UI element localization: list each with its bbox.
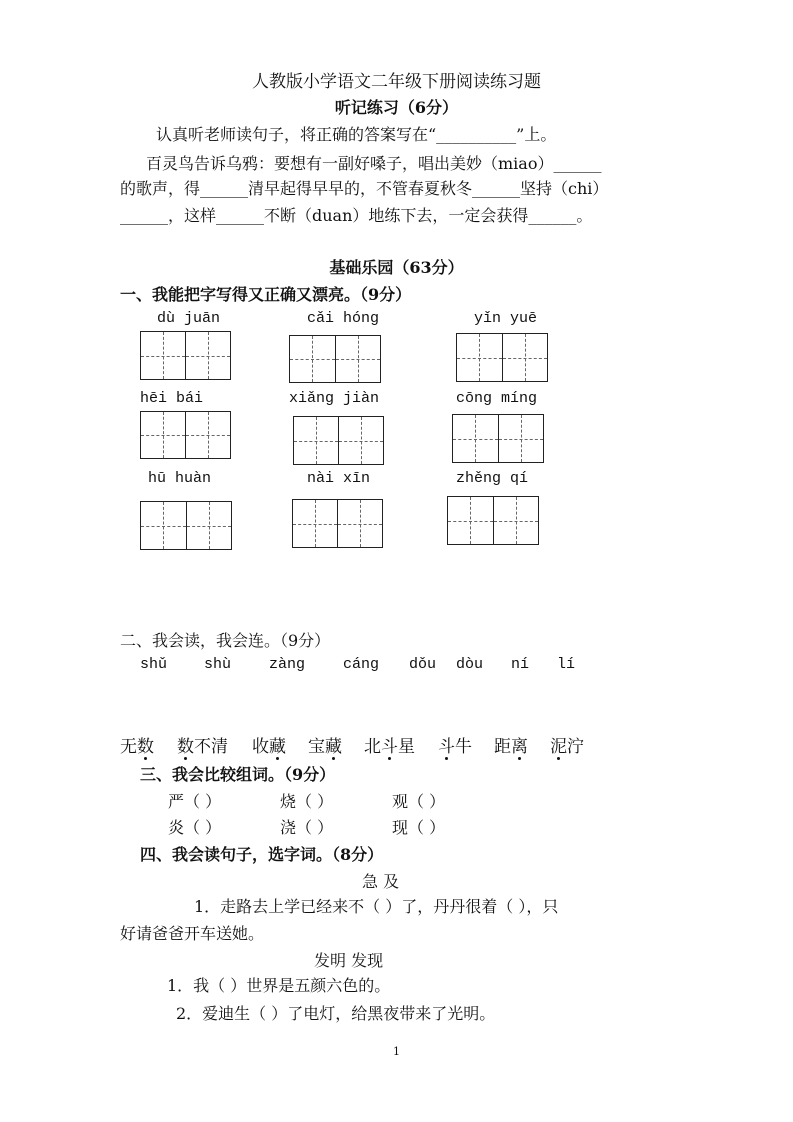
pinyin-yin-yue: yǐn yuē (474, 310, 538, 327)
word-juli[interactable]: 距离 (494, 732, 528, 757)
listening-line-2: 的歌声，得______清早起得早早的，不管春夏秋冬______坚持（chi） (120, 179, 609, 198)
word-douniu[interactable]: 斗牛 (438, 732, 472, 757)
writing-grid-xiang-jian[interactable] (293, 416, 384, 465)
basics-heading: 基础乐园（63分） (329, 258, 464, 277)
q3-item-yan2[interactable]: 炎（ ） (168, 818, 222, 837)
page-title: 人教版小学语文二年级下册阅读练习题 (252, 72, 541, 92)
q3-heading: 三、我会比较组词。（9分） (140, 765, 336, 784)
word-beidouxing[interactable]: 北斗星 (364, 732, 415, 757)
pinyin-dou3: dǒu (409, 656, 437, 673)
q4-heading: 四、我会读句子，选字词。（8分） (140, 845, 384, 864)
q3-item-shao[interactable]: 烧（ ） (280, 792, 334, 811)
pinyin-li: lí (557, 656, 576, 673)
q3-item-guan[interactable]: 观（ ） (392, 792, 446, 811)
listening-heading: 听记练习（6分） (334, 98, 459, 117)
q3-item-xian[interactable]: 现（ ） (392, 818, 446, 837)
q3-item-yan[interactable]: 严（ ） (168, 792, 222, 811)
pinyin-cang: cáng (343, 656, 380, 673)
page-number: 1 (393, 1045, 400, 1058)
q4-sentence-2a[interactable]: 1．我（ ）世界是五颜六色的。 (167, 976, 391, 995)
q4-options-2: 发明 发现 (314, 951, 384, 970)
word-baozang[interactable]: 宝藏 (308, 732, 342, 757)
writing-grid-du-juan[interactable] (140, 331, 231, 380)
pinyin-zang: zàng (269, 656, 306, 673)
listening-line-1: 百灵鸟告诉乌鸦：要想有一副好嗓子，唱出美妙（miao）______ (146, 154, 602, 173)
pinyin-du-juan: dù juān (157, 310, 221, 327)
pinyin-zheng-qi: zhěng qí (456, 470, 529, 487)
writing-grid-cai-hong[interactable] (289, 335, 381, 383)
pinyin-cai-hong: cǎi hóng (307, 310, 380, 327)
q2-heading: 二、我会读，我会连。（9分） (120, 631, 331, 650)
pinyin-shu3: shǔ (140, 656, 168, 673)
listening-line-3: ______，这样______不断（duan）地练下去，一定会获得______。 (120, 206, 593, 225)
q1-heading: 一、我能把字写得又正确又漂亮。（9分） (120, 285, 412, 304)
word-shubuqing[interactable]: 数不清 (177, 732, 228, 757)
q4-sentence-1a[interactable]: 1．走路去上学已经来不（ ）了，丹丹很着（ ），只 (194, 897, 559, 916)
pinyin-dou4: dòu (456, 656, 484, 673)
pinyin-cong-ming: cōng míng (456, 390, 538, 407)
pinyin-xiang-jian: xiǎng jiàn (289, 390, 380, 407)
writing-grid-hei-bai[interactable] (140, 411, 231, 459)
pinyin-shu4: shù (204, 656, 232, 673)
word-shoucang[interactable]: 收藏 (252, 732, 286, 757)
q4-sentence-2b[interactable]: 2．爱迪生（ ）了电灯，给黑夜带来了光明。 (176, 1004, 496, 1023)
writing-grid-yin-yue[interactable] (456, 333, 548, 382)
q3-item-jiao[interactable]: 浇（ ） (280, 818, 334, 837)
writing-grid-zheng-qi[interactable] (447, 496, 539, 545)
q4-options-1: 急 及 (362, 872, 400, 891)
listening-instruction: 认真听老师读句子，将正确的答案写在“__________”上。 (156, 125, 557, 144)
q4-sentence-1b: 好请爸爸开车送她。 (120, 924, 265, 943)
writing-grid-cong-ming[interactable] (452, 414, 544, 463)
word-nining[interactable]: 泥泞 (550, 732, 584, 757)
pinyin-nai-xin: nài xīn (307, 470, 371, 487)
pinyin-hei-bai: hēi bái (140, 390, 204, 407)
pinyin-ni: ní (511, 656, 530, 673)
word-wushu[interactable]: 无数 (120, 732, 154, 757)
pinyin-hu-huan: hū huàn (148, 470, 212, 487)
writing-grid-nai-xin[interactable] (292, 499, 383, 548)
writing-grid-hu-huan[interactable] (140, 501, 232, 550)
